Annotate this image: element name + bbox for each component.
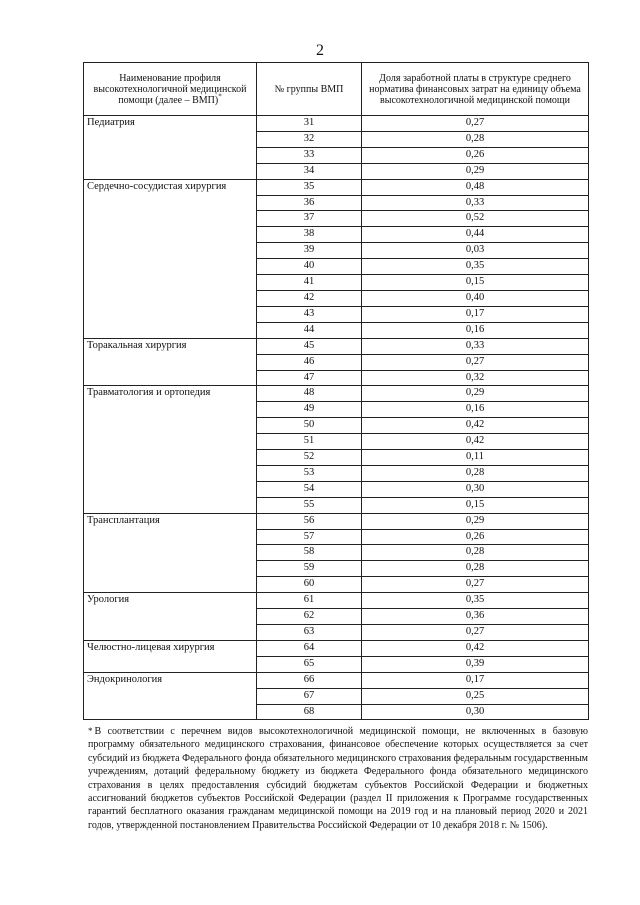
salary-share-value: 0,15 xyxy=(362,275,589,291)
group-number: 57 xyxy=(257,529,362,545)
profile-name: Травматология и ортопедия xyxy=(84,386,257,513)
profile-name: Челюстно-лицевая хирургия xyxy=(84,640,257,672)
salary-share-value: 0,17 xyxy=(362,672,589,688)
salary-share-value: 0,35 xyxy=(362,593,589,609)
group-number: 32 xyxy=(257,131,362,147)
group-number: 43 xyxy=(257,306,362,322)
group-number: 66 xyxy=(257,672,362,688)
footnote-text: В соответствии с перечнем видов высокотехнологичной медицинской помощи, не включенных в базовую программу обязательного медицинского страхования, финансовое обеспечение которых осуществляется за счет субсидий из бюджета Федерального фонда обязательного медицинского страхования федеральным государственным учреждениям, дотаций федеральному бюджету из бюджета Федерального фонда обязательного медицинского страхования в целях предоставления субсидий бюджетам субъектов Российской Федерации и бюджетных ассигнований бюджетов субъектов Российской Федерации (раздел II приложения к Программе государственных гарантий бесплатного оказания гражданам медицинской помощи на 2019 год и на плановый период 2020 и 2021 годов, утвержденной постановлением Правительства Российской Федерации от 10 декабря 2018 г. № 1506). xyxy=(88,726,588,831)
group-number: 41 xyxy=(257,275,362,291)
salary-share-value: 0,28 xyxy=(362,561,589,577)
header-group: № группы ВМП xyxy=(257,63,362,116)
profile-name: Сердечно-сосудистая хирургия xyxy=(84,179,257,338)
salary-share-value: 0,48 xyxy=(362,179,589,195)
group-number: 67 xyxy=(257,688,362,704)
salary-share-value: 0,44 xyxy=(362,227,589,243)
group-number: 56 xyxy=(257,513,362,529)
group-number: 34 xyxy=(257,163,362,179)
group-number: 62 xyxy=(257,609,362,625)
profile-name: Педиатрия xyxy=(84,116,257,180)
salary-share-value: 0,33 xyxy=(362,195,589,211)
salary-share-value: 0,33 xyxy=(362,338,589,354)
footnote-mark: * xyxy=(88,726,93,736)
salary-share-value: 0,42 xyxy=(362,434,589,450)
group-number: 31 xyxy=(257,116,362,132)
salary-share-value: 0,29 xyxy=(362,163,589,179)
salary-share-value: 0,29 xyxy=(362,513,589,529)
footnote xyxy=(88,725,588,832)
salary-share-value: 0,30 xyxy=(362,481,589,497)
table-body xyxy=(84,116,589,720)
group-number: 47 xyxy=(257,370,362,386)
salary-share-value: 0,11 xyxy=(362,450,589,466)
profile-name: Урология xyxy=(84,593,257,641)
group-number: 46 xyxy=(257,354,362,370)
salary-share-value: 0,42 xyxy=(362,418,589,434)
salary-share-value: 0,25 xyxy=(362,688,589,704)
salary-share-value: 0,27 xyxy=(362,116,589,132)
group-number: 48 xyxy=(257,386,362,402)
header-profile xyxy=(84,63,257,116)
group-number: 65 xyxy=(257,656,362,672)
group-number: 38 xyxy=(257,227,362,243)
header-profile-text: Наименование профиля высокотехнологичной медицинской помощи (далее – ВМП) xyxy=(93,72,247,106)
salary-share-value: 0,27 xyxy=(362,625,589,641)
page-number: 2 xyxy=(316,42,324,59)
group-number: 60 xyxy=(257,577,362,593)
group-number: 44 xyxy=(257,322,362,338)
salary-share-value: 0,28 xyxy=(362,465,589,481)
salary-share-value: 0,40 xyxy=(362,290,589,306)
group-number: 52 xyxy=(257,450,362,466)
salary-share-value: 0,15 xyxy=(362,497,589,513)
salary-share-value: 0,35 xyxy=(362,259,589,275)
salary-share-value: 0,29 xyxy=(362,386,589,402)
profile-name: Трансплантация xyxy=(84,513,257,593)
table-row xyxy=(84,386,589,402)
salary-share-value: 0,30 xyxy=(362,704,589,720)
group-number: 50 xyxy=(257,418,362,434)
group-number: 37 xyxy=(257,211,362,227)
table-row xyxy=(84,513,589,529)
group-number: 61 xyxy=(257,593,362,609)
vmp-table xyxy=(83,62,589,720)
group-number: 42 xyxy=(257,290,362,306)
group-number: 68 xyxy=(257,704,362,720)
salary-share-value: 0,26 xyxy=(362,529,589,545)
salary-share-value: 0,42 xyxy=(362,640,589,656)
salary-share-value: 0,16 xyxy=(362,402,589,418)
table-row xyxy=(84,338,589,354)
group-number: 36 xyxy=(257,195,362,211)
group-number: 39 xyxy=(257,243,362,259)
salary-share-value: 0,28 xyxy=(362,131,589,147)
salary-share-value: 0,36 xyxy=(362,609,589,625)
group-number: 45 xyxy=(257,338,362,354)
group-number: 63 xyxy=(257,625,362,641)
salary-share-value: 0,27 xyxy=(362,577,589,593)
salary-share-value: 0,52 xyxy=(362,211,589,227)
table-row xyxy=(84,116,589,132)
salary-share-value: 0,39 xyxy=(362,656,589,672)
salary-share-value: 0,27 xyxy=(362,354,589,370)
table-row xyxy=(84,179,589,195)
table-header-row xyxy=(84,63,589,116)
group-number: 49 xyxy=(257,402,362,418)
group-number: 33 xyxy=(257,147,362,163)
group-number: 40 xyxy=(257,259,362,275)
salary-share-value: 0,32 xyxy=(362,370,589,386)
profile-name: Торакальная хирургия xyxy=(84,338,257,386)
salary-share-value: 0,03 xyxy=(362,243,589,259)
group-number: 64 xyxy=(257,640,362,656)
group-number: 54 xyxy=(257,481,362,497)
group-number: 51 xyxy=(257,434,362,450)
group-number: 35 xyxy=(257,179,362,195)
footnote-divider xyxy=(88,719,243,720)
table-row xyxy=(84,672,589,688)
group-number: 53 xyxy=(257,465,362,481)
profile-name: Эндокринология xyxy=(84,672,257,720)
header-share: Доля заработной платы в структуре среднего норматива финансовых затрат на единицу объема высокотехнологичной медицинской помощи xyxy=(362,63,589,116)
table-row xyxy=(84,640,589,656)
header-profile-mark: * xyxy=(218,92,222,101)
salary-share-value: 0,16 xyxy=(362,322,589,338)
salary-share-value: 0,28 xyxy=(362,545,589,561)
group-number: 58 xyxy=(257,545,362,561)
group-number: 59 xyxy=(257,561,362,577)
salary-share-value: 0,17 xyxy=(362,306,589,322)
salary-share-value: 0,26 xyxy=(362,147,589,163)
group-number: 55 xyxy=(257,497,362,513)
table-row xyxy=(84,593,589,609)
